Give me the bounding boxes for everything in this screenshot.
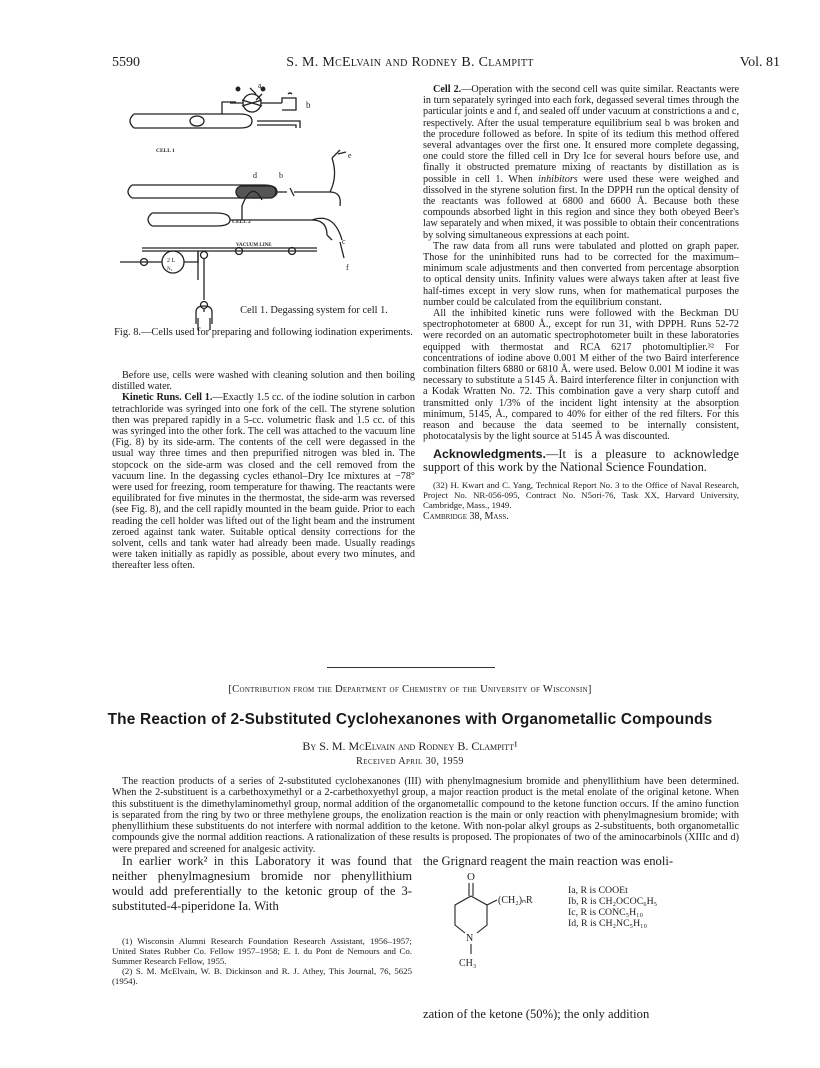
byline: By S. M. McElvain and Rodney B. Clampitt¹	[302, 739, 518, 753]
cell-2-italic: inhibitors	[538, 173, 578, 185]
zation-text: zation of the ketone (50%); the only addition	[423, 1007, 650, 1021]
label-e: e	[348, 151, 352, 160]
structure-methyl: CH₃	[459, 958, 477, 969]
intro-footnotes	[112, 936, 412, 986]
left-column	[112, 370, 415, 572]
label-b-cell1: b	[306, 100, 311, 110]
footnote-2: (2) S. M. McElvain, W. B. Dickinson and R. J. Athey, This Journal, 76, 5625 (1954).	[112, 966, 412, 986]
section-divider	[327, 667, 495, 668]
piperidone-structure	[440, 870, 560, 1000]
grignard-text: the Grignard reagent the main reaction was enoli-	[423, 854, 674, 868]
label-f: f	[346, 263, 349, 272]
label-d: d	[253, 171, 257, 180]
kinetic-runs-body: —Exactly 1.5 cc. of the iodine solution in carbon tetrachloride was syringed into one fork of the cell. The styrene solution then was prepared rapidly in a 5-cc. volumetric flask and 1.5 cc. of this was syringed into the other fork. The cell was attached to the vacuum line (Fig. 8) by its side-arm. The contents of the cell were degassed in the usual way three times and then prepurified nitrogen was bled in. The stopcock on the side-arm was closed and the cell removed from the vacuum line. In the degassing cycles ethanol–Dry Ice mixtures at −78° were used for freezing, room temperature for thawing. The reactants were equilibrated for five minutes in the thermostat, the side-arm was reversed (see Fig. 8), and the cell rapidly mounted in the beam guide. Prior to each reading the cell holder was lifted out of the light beam and the instrument zeroed against tank water. Suitable optical density corrections for the solvent, cells and tank water had already been made. Usually readings were taken initially as rapidly as possible, about every two minutes, and thereafter less often.	[112, 392, 415, 572]
label-b-cell2: b	[279, 171, 283, 180]
compound-ib: Ib, R is CH₂OCOC₆H₅	[568, 896, 658, 907]
compound-ia: Ia, R is COOEt	[568, 885, 628, 896]
abstract: The reaction products of a series of 2-substituted cyclohexanones (III) with phenylmagnesium bromide and phenyllithium have been determined. When the 2-substituent is a carbethoxymethyl or a 2-carbethoxyethyl group, a major reaction product is the metal enolate of the original ketone. When this substituent is the dimethylaminomethyl group, normal addition of the organometallic compound to the ketone function occurs. If the amino function is separated from the ring by two or three methylene groups, the enolization reaction is the main or only reaction with phenylmagnesium bromide; with phenyllithium these substituents do not interfere with normal addition to the ketone. With non-polar alkyl groups as 2-substituents, both organometallic compounds give the normal addition reactions. A rationalization of these results is proposed. The propionates of two of the aminocarbinols (XIIIc and d) were prepared and screened for analgesic activity.	[112, 776, 739, 855]
compound-ic: Ic, R is CONC₅H₁₀	[568, 907, 644, 918]
compound-list	[568, 885, 657, 929]
flask-n2-label: N₂	[167, 267, 173, 272]
apparatus-figure	[112, 80, 415, 330]
label-cell-1: CELL 1	[156, 148, 175, 154]
received-date: Received April 30, 1959	[356, 756, 464, 767]
structure-sidechain: (CH₂)ₙR	[498, 895, 533, 906]
article-title: The Reaction of 2-Substituted Cyclohexanones with Organometallic Compounds	[107, 711, 713, 728]
structure-oxygen: O	[467, 871, 475, 883]
location: Cambridge 38, Mass.	[423, 510, 509, 522]
compound-id: Id, R is CH₂NC₅H₁₀	[568, 918, 647, 929]
label-vacuum-line: VACUUM LINE	[236, 243, 272, 248]
cell-2-body-a: —Operation with the second cell was quite similar. Reactants were in turn separately syringed into each fork, degassed several times through the particular joints e and f, and sealed off under vacuum at constrictions a and c, respectively. After the usual temperature equilibrium seal b was broken and the procedure followed as before. In spite of its tedium this method offered several advantages over the first one. It ensured more complete degassing, one could store the filled cell in Dry Ice for several hours before use, and finally it obstructed premature mixing of reactants by distillation as is possible in cell 1. When	[423, 84, 740, 185]
flask-2l-label: 2 L	[167, 258, 176, 264]
paragraph-cleaning: Before use, cells were washed with cleaning solution and then boiling distilled water.	[112, 370, 415, 393]
heading-cell-2: Cell 2.	[433, 84, 462, 95]
label-a: a	[258, 81, 262, 90]
paragraph-inhibited-runs: All the inhibited kinetic runs were followed with the Beckman DU spectrophotometer at 6800 Å., except for run 31, with DPPH. Runs 52-72 were recorded on an automatic spectrophotometer built in these laboratories equipped with thermostat and RCA 6217 photomultiplier.³² For concentrations of iodine above 0.001 M either of the two Baird interference combination filters 6880 or 6810 Å. were used. Below 0.001 M iodine it was necessary to substitute a 5145 Å. Baird interference filter in conjunction with a Kodak Wratten No. 72. This combination gave a very sharp cutoff and transmitted only 1/3% of the incident light intensity at the absorption minimum, 5145, Å., compared to 40% for either of the red filters. For this reason and because the data seemed to be internally consistent, photocatalysis by the light source at 5145 Å was discounted.	[423, 308, 739, 443]
footnote-1: (1) Wisconsin Alumni Research Foundation Research Assistant, 1956–1957; United States Rubber Co. Fellow 1957–1958; E. I. du Pont de Nemours and Co. Summer Research Fellow, 1955.	[112, 936, 412, 966]
running-header-authors: S. M. McElvain and Rodney B. Clampitt	[286, 55, 534, 70]
paragraph-acknowledgments	[423, 448, 739, 475]
heading-kinetic-runs: Kinetic Runs. Cell 1.	[122, 392, 213, 404]
cell-1-drawing	[130, 81, 311, 154]
label-cell-2: CELL 2	[232, 219, 251, 225]
intro-paragraph: In earlier work² in this Laboratory it was found that neither phenylmagnesium bromide nor phenyllithium would add preferentially to the ketonic group of the 3-substituted-4-piperidone Ia. With	[112, 854, 412, 913]
paragraph-cell-2	[423, 84, 739, 241]
paragraph-raw-data: The raw data from all runs were tabulated and plotted on graph paper. Those for the uninhibited runs had to be corrected for the maximum–minimum scale adjustments and then converted from percentage absorption to optical density units. Infinity values were always taken after at least five half-times except in very slow runs, when for mathematical purposes the number could be calculated from the equilibrium constant.	[423, 240, 739, 308]
contribution-line: [Contribution from the Department of Chemistry of the University of Wisconsin]	[228, 684, 592, 695]
figure-subcaption: Cell 1. Degassing system for cell 1.	[240, 305, 388, 316]
vacuum-line-drawing	[120, 243, 317, 330]
figure-caption: Fig. 8.—Cells used for preparing and following iodination experiments.	[114, 327, 413, 338]
heading-acknowledgments: Acknowledgments.	[433, 446, 546, 461]
acknowledgments-body: —It is a pleasure to acknowledge support of this work by the National Science Foundation.	[423, 446, 739, 474]
footnote-32: (32) H. Kwart and C. Yang, Technical Report No. 3 to the Office of Naval Research, Project No. NR-056-095, Contract No. N5ori-76, Task XX, Harvard University, Cambridge, Mass., 1949.	[423, 479, 739, 510]
page-number: 5590	[112, 55, 140, 70]
volume-label: Vol. 81	[739, 55, 780, 70]
right-column	[423, 84, 739, 522]
structure-nitrogen: N	[466, 933, 474, 944]
label-c: c	[342, 237, 346, 246]
cell-2-body-b: were used these were weighed and dissolved in the styrene solution first. In the DPPH run the optical density of the reactants was followed at 6800 and 6600 Å. Because both these compounds absorbed light in this region and since they both obeyed Beer's law separately and when mixed, it was possible to obtain their concentrations by solving simultaneous expressions at each point.	[423, 173, 739, 241]
paragraph-kinetic-runs	[112, 392, 415, 571]
